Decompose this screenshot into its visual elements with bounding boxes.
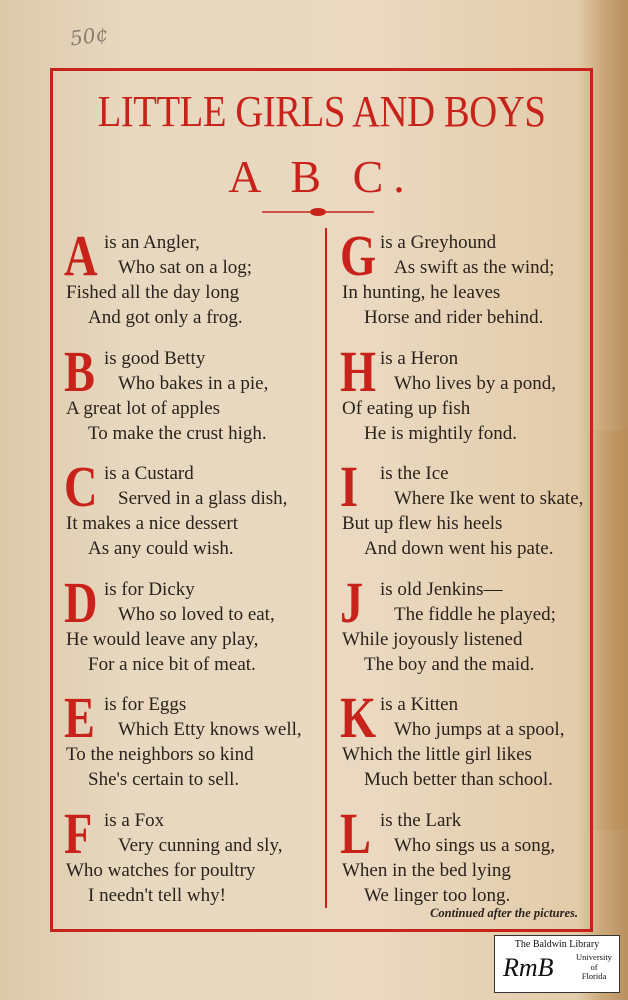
verse-line: is for Dicky bbox=[104, 578, 195, 600]
verse-line: Who jumps at a spool, bbox=[394, 719, 565, 740]
verse-line: Who lives by a pond, bbox=[394, 372, 557, 394]
right-column bbox=[340, 223, 598, 923]
library-stamp bbox=[494, 935, 620, 993]
verse-line: is a Fox bbox=[104, 809, 165, 831]
verse-j bbox=[340, 569, 598, 693]
verse-i bbox=[340, 454, 598, 577]
initial-letter: C bbox=[64, 454, 98, 519]
verse-line: I needn't tell why! bbox=[88, 884, 226, 906]
verse-line: Where Ike went to skate, bbox=[394, 488, 584, 509]
verse-line: Which Etty knows well, bbox=[118, 719, 302, 740]
verse-line: A great lot of apples bbox=[66, 397, 221, 419]
initial-letter: J bbox=[340, 569, 364, 635]
verse-e bbox=[64, 685, 322, 808]
verse-line: He is mightily fond. bbox=[364, 422, 518, 444]
verse-line: Served in a glass dish, bbox=[118, 488, 288, 509]
initial-letter: I bbox=[340, 454, 359, 519]
verse-line: In hunting, he leaves bbox=[342, 282, 501, 303]
verse-line: Of eating up fish bbox=[342, 397, 471, 419]
verse-line: is old Jenkins— bbox=[380, 578, 503, 600]
verse-a bbox=[64, 223, 322, 346]
verse-line: Which the little girl likes bbox=[342, 744, 532, 765]
verse-k bbox=[340, 685, 598, 808]
verse-line: As any could wish. bbox=[88, 538, 234, 559]
verse-line: To the neighbors so kind bbox=[66, 744, 254, 765]
verse-line: As swift as the wind; bbox=[394, 257, 555, 278]
verse-line: is a Heron bbox=[380, 347, 459, 369]
initial-letter: L bbox=[340, 800, 371, 866]
verse-line: But up flew his heels bbox=[342, 513, 503, 534]
stamp-institution bbox=[574, 953, 614, 982]
verse-line: is a Custard bbox=[104, 463, 194, 484]
verse-line: It makes a nice dessert bbox=[66, 513, 238, 534]
verse-line: is an Angler, bbox=[104, 232, 200, 253]
verse-line: is for Eggs bbox=[104, 694, 187, 715]
verse-line: The fiddle he played; bbox=[394, 603, 556, 625]
verse-line: And got only a frog. bbox=[88, 307, 243, 328]
verse-line: She's certain to sell. bbox=[88, 769, 240, 790]
verse-line: Who watches for poultry bbox=[66, 859, 256, 881]
page-title: LITTLE GIRLS AND BOYS bbox=[97, 87, 546, 136]
verse-line: is the Ice bbox=[380, 463, 449, 484]
verse-g bbox=[340, 223, 598, 346]
stamp-logo: RmB bbox=[503, 953, 554, 982]
verse-line: To make the crust high. bbox=[88, 422, 267, 444]
verse-b bbox=[64, 338, 322, 462]
verse-line: is a Greyhound bbox=[380, 232, 497, 253]
verse-line: While joyously listened bbox=[342, 628, 523, 650]
verse-line: We linger too long. bbox=[364, 884, 511, 906]
verse-line: Very cunning and sly, bbox=[118, 834, 283, 856]
initial-letter: D bbox=[64, 569, 98, 635]
verse-h bbox=[340, 338, 598, 462]
initial-letter: B bbox=[64, 338, 95, 404]
verse-line: Who bakes in a pie, bbox=[118, 372, 269, 394]
stamp-institution-line: University bbox=[576, 952, 612, 962]
verse-line: Who sings us a song, bbox=[394, 834, 555, 856]
verse-line: is a Kitten bbox=[380, 694, 459, 715]
stamp-institution-line: Florida bbox=[581, 971, 607, 981]
verse-line: Much better than school. bbox=[364, 769, 553, 790]
verse-line: The boy and the maid. bbox=[364, 653, 535, 675]
stamp-institution-line: of bbox=[590, 961, 598, 972]
verse-line: He would leave any play, bbox=[66, 628, 259, 650]
verse-d bbox=[64, 569, 322, 693]
verse-line: is the Lark bbox=[380, 809, 462, 831]
verse-line: is good Betty bbox=[104, 347, 206, 369]
verse-line: And down went his pate. bbox=[364, 538, 554, 559]
verse-line: Horse and rider behind. bbox=[364, 307, 544, 328]
handwritten-price: 50¢ bbox=[68, 21, 110, 51]
continued-note: Continued after the pictures. bbox=[430, 906, 578, 920]
initial-letter: E bbox=[64, 685, 95, 750]
stamp-library-name: The Baldwin Library bbox=[514, 939, 600, 950]
column-divider bbox=[325, 228, 327, 908]
ornament-divider-icon bbox=[262, 205, 374, 219]
verse-line: When in the bed lying bbox=[342, 859, 511, 881]
verse-line: For a nice bit of meat. bbox=[88, 653, 256, 675]
verse-c bbox=[64, 454, 322, 577]
page-subtitle: A B C. bbox=[228, 151, 415, 202]
initial-letter: H bbox=[340, 338, 377, 404]
initial-letter: G bbox=[340, 223, 377, 288]
verse-line: Fished all the day long bbox=[66, 282, 240, 303]
initial-letter: A bbox=[64, 223, 98, 288]
initial-letter: K bbox=[340, 685, 377, 750]
initial-letter: F bbox=[64, 800, 93, 866]
left-column bbox=[64, 223, 322, 923]
verse-line: Who sat on a log; bbox=[118, 257, 253, 278]
verse-line: Who so loved to eat, bbox=[118, 603, 275, 625]
